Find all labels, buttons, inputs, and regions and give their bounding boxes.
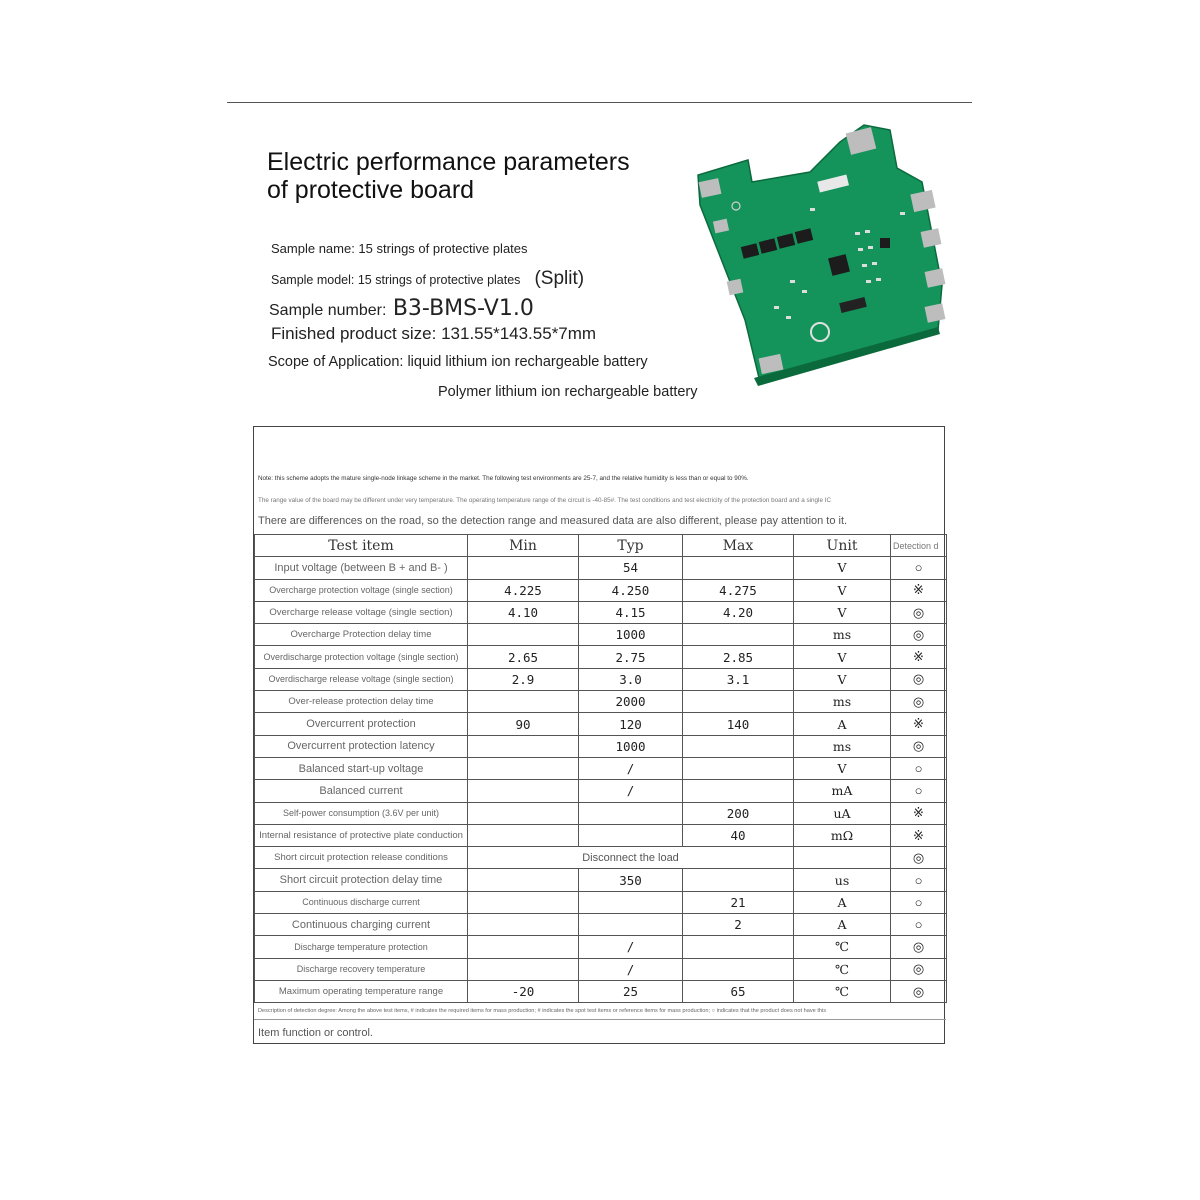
cell-detection-mark: ◎ xyxy=(891,601,947,623)
cell-max: 200 xyxy=(683,802,794,824)
cell-min xyxy=(468,735,579,757)
cell-max: 140 xyxy=(683,713,794,735)
cell-test-item: Continuous discharge current xyxy=(255,891,468,913)
cell-test-item: Continuous charging current xyxy=(255,914,468,936)
cell-detection-mark: ◎ xyxy=(891,936,947,958)
cell-test-item: Over-release protection delay time xyxy=(255,691,468,713)
table-row xyxy=(255,936,947,958)
table-row xyxy=(255,691,947,713)
cell-unit: us xyxy=(794,869,891,891)
cell-test-item: Short circuit protection release conditions xyxy=(255,847,468,869)
cell-detection-mark: ◎ xyxy=(891,624,947,646)
header-detection: Detection d xyxy=(891,535,947,557)
table-row xyxy=(255,557,947,579)
cell-typ: / xyxy=(579,958,683,980)
cell-detection-mark: ○ xyxy=(891,891,947,913)
cell-typ: 4.15 xyxy=(579,601,683,623)
sample-model-text: Sample model: 15 strings of protective plates xyxy=(271,273,521,287)
cell-min xyxy=(468,891,579,913)
table-row xyxy=(255,847,947,869)
cell-detection-mark: ◎ xyxy=(891,735,947,757)
cell-detection-mark: ○ xyxy=(891,869,947,891)
cell-test-item: Overcurrent protection xyxy=(255,713,468,735)
cell-min: 4.225 xyxy=(468,579,579,601)
cell-unit: ℃ xyxy=(794,936,891,958)
table-row xyxy=(255,780,947,802)
cell-typ xyxy=(579,914,683,936)
cell-unit: mA xyxy=(794,780,891,802)
cell-max: 2 xyxy=(683,914,794,936)
cell-unit: A xyxy=(794,713,891,735)
top-divider xyxy=(227,102,972,103)
cell-test-item: Overcharge release voltage (single section) xyxy=(255,601,468,623)
cell-unit xyxy=(794,847,891,869)
table-row xyxy=(255,579,947,601)
cell-test-item: Maximum operating temperature range xyxy=(255,980,468,1002)
page-title xyxy=(267,148,630,204)
cell-test-item: Overcharge protection voltage (single section) xyxy=(255,579,468,601)
parameter-table xyxy=(254,534,947,1003)
table-row xyxy=(255,824,947,846)
cell-detection-mark: ※ xyxy=(891,713,947,735)
cell-typ: 350 xyxy=(579,869,683,891)
table-row xyxy=(255,601,947,623)
cell-min: 2.65 xyxy=(468,646,579,668)
cell-unit: V xyxy=(794,579,891,601)
sample-number-label: Sample number: xyxy=(269,302,387,319)
cell-min: 90 xyxy=(468,713,579,735)
cell-unit: ℃ xyxy=(794,980,891,1002)
cell-min xyxy=(468,958,579,980)
cell-min: 2.9 xyxy=(468,668,579,690)
sample-model-suffix: (Split) xyxy=(534,268,585,289)
cell-unit: A xyxy=(794,891,891,913)
cell-min xyxy=(468,557,579,579)
detection-description-2: Item function or control. xyxy=(258,1027,373,1039)
header-max: Max xyxy=(683,535,794,557)
cell-test-item: Overcurrent protection latency xyxy=(255,735,468,757)
cell-max xyxy=(683,780,794,802)
cell-test-item: Overdischarge release voltage (single section) xyxy=(255,668,468,690)
cell-typ xyxy=(579,891,683,913)
cell-detection-mark: ※ xyxy=(891,824,947,846)
cell-max: 65 xyxy=(683,980,794,1002)
cell-unit: ℃ xyxy=(794,958,891,980)
header-unit: Unit xyxy=(794,535,891,557)
cell-min xyxy=(468,869,579,891)
table-row xyxy=(255,914,947,936)
cell-test-item: Discharge recovery temperature xyxy=(255,958,468,980)
cell-unit: ms xyxy=(794,624,891,646)
cell-unit: uA xyxy=(794,802,891,824)
cell-unit: V xyxy=(794,757,891,779)
title-line-2: of protective board xyxy=(267,176,475,204)
cell-unit: V xyxy=(794,601,891,623)
cell-max xyxy=(683,691,794,713)
cell-max: 4.20 xyxy=(683,601,794,623)
cell-typ: 54 xyxy=(579,557,683,579)
cell-typ: / xyxy=(579,936,683,958)
cell-test-item: Overdischarge protection voltage (single section) xyxy=(255,646,468,668)
cell-detection-mark: ○ xyxy=(891,557,947,579)
cell-max xyxy=(683,557,794,579)
cell-unit: V xyxy=(794,557,891,579)
cell-test-item: Input voltage (between B + and B- ) xyxy=(255,557,468,579)
sample-number-value: B3-BMS-V1.0 xyxy=(392,296,534,321)
table-row xyxy=(255,757,947,779)
cell-min xyxy=(468,624,579,646)
cell-unit: A xyxy=(794,914,891,936)
cell-min: 4.10 xyxy=(468,601,579,623)
cell-test-item: Short circuit protection delay time xyxy=(255,869,468,891)
parameter-table-frame xyxy=(253,426,945,1044)
table-row xyxy=(255,958,947,980)
cell-min xyxy=(468,780,579,802)
cell-typ: 1000 xyxy=(579,624,683,646)
cell-detection-mark: ※ xyxy=(891,802,947,824)
cell-test-item: Balanced current xyxy=(255,780,468,802)
cell-merged-value: Disconnect the load xyxy=(468,847,794,869)
cell-detection-mark: ◎ xyxy=(891,691,947,713)
cell-min xyxy=(468,757,579,779)
cell-max: 21 xyxy=(683,891,794,913)
cell-detection-mark: ○ xyxy=(891,780,947,802)
cell-min xyxy=(468,936,579,958)
cell-typ: / xyxy=(579,780,683,802)
pcb-board-photo xyxy=(690,120,955,390)
table-row xyxy=(255,668,947,690)
cell-typ: 2000 xyxy=(579,691,683,713)
cell-typ xyxy=(579,824,683,846)
footer-divider xyxy=(254,1019,946,1020)
cell-detection-mark: ※ xyxy=(891,579,947,601)
cell-min xyxy=(468,691,579,713)
cell-test-item: Balanced start-up voltage xyxy=(255,757,468,779)
cell-typ: 1000 xyxy=(579,735,683,757)
cell-test-item: Overcharge Protection delay time xyxy=(255,624,468,646)
cell-max: 40 xyxy=(683,824,794,846)
cell-test-item: Discharge temperature protection xyxy=(255,936,468,958)
table-row xyxy=(255,891,947,913)
cell-detection-mark: ◎ xyxy=(891,958,947,980)
cell-unit: V xyxy=(794,646,891,668)
sample-model xyxy=(271,268,584,290)
cell-unit: mΩ xyxy=(794,824,891,846)
cell-max xyxy=(683,936,794,958)
header-typ: Typ xyxy=(579,535,683,557)
cell-max xyxy=(683,757,794,779)
note-environment: Note: this scheme adopts the mature single-node linkage scheme in the market. The following test environments are 25-7, and the relative humidity is less than or equal to 90%. xyxy=(258,475,749,482)
table-row xyxy=(255,624,947,646)
sample-number xyxy=(269,296,534,321)
title-line-1: Electric performance parameters xyxy=(267,148,630,176)
table-row xyxy=(255,646,947,668)
table-row xyxy=(255,802,947,824)
table-row xyxy=(255,735,947,757)
cell-unit: ms xyxy=(794,691,891,713)
cell-min xyxy=(468,914,579,936)
cell-detection-mark: ◎ xyxy=(891,668,947,690)
table-row xyxy=(255,980,947,1002)
cell-detection-mark: ○ xyxy=(891,757,947,779)
cell-max xyxy=(683,735,794,757)
cell-detection-mark: ※ xyxy=(891,646,947,668)
table-header-row xyxy=(255,535,947,557)
cell-typ: / xyxy=(579,757,683,779)
note-differences: There are differences on the road, so the detection range and measured data are also different, please pay attention to it. xyxy=(258,515,848,527)
cell-max xyxy=(683,869,794,891)
cell-typ xyxy=(579,802,683,824)
detection-description: Description of detection degree: Among the above test items, # indicates the required items for mass production; # indicates the spot test items or reference items for mass production; ○ indicates that the product does not have this xyxy=(258,1008,827,1014)
table-row xyxy=(255,869,947,891)
cell-max: 3.1 xyxy=(683,668,794,690)
cell-detection-mark: ◎ xyxy=(891,980,947,1002)
cell-typ: 120 xyxy=(579,713,683,735)
cell-detection-mark: ○ xyxy=(891,914,947,936)
cell-min xyxy=(468,824,579,846)
cell-test-item: Internal resistance of protective plate conduction xyxy=(255,824,468,846)
cell-unit: V xyxy=(794,668,891,690)
product-size: Finished product size: 131.55*143.55*7mm xyxy=(271,324,597,343)
cell-typ: 4.250 xyxy=(579,579,683,601)
cell-typ: 2.75 xyxy=(579,646,683,668)
cell-typ: 25 xyxy=(579,980,683,1002)
cell-test-item: Self-power consumption (3.6V per unit) xyxy=(255,802,468,824)
cell-min: -20 xyxy=(468,980,579,1002)
application-scope-2: Polymer lithium ion rechargeable battery xyxy=(438,384,698,400)
cell-detection-mark: ◎ xyxy=(891,847,947,869)
cell-max: 4.275 xyxy=(683,579,794,601)
cell-max xyxy=(683,958,794,980)
header-min: Min xyxy=(468,535,579,557)
cell-typ: 3.0 xyxy=(579,668,683,690)
cell-unit: ms xyxy=(794,735,891,757)
table-row xyxy=(255,713,947,735)
cell-max: 2.85 xyxy=(683,646,794,668)
cell-max xyxy=(683,624,794,646)
note-range: The range value of the board may be different under very temperature. The operating temperature range of the circuit is -40-85#. The test conditions and test electricity of the protection board and a single IC xyxy=(258,497,831,504)
header-test-item: Test item xyxy=(255,535,468,557)
application-scope: Scope of Application: liquid lithium ion rechargeable battery xyxy=(268,354,648,370)
sample-name: Sample name: 15 strings of protective plates xyxy=(271,241,528,256)
cell-min xyxy=(468,802,579,824)
